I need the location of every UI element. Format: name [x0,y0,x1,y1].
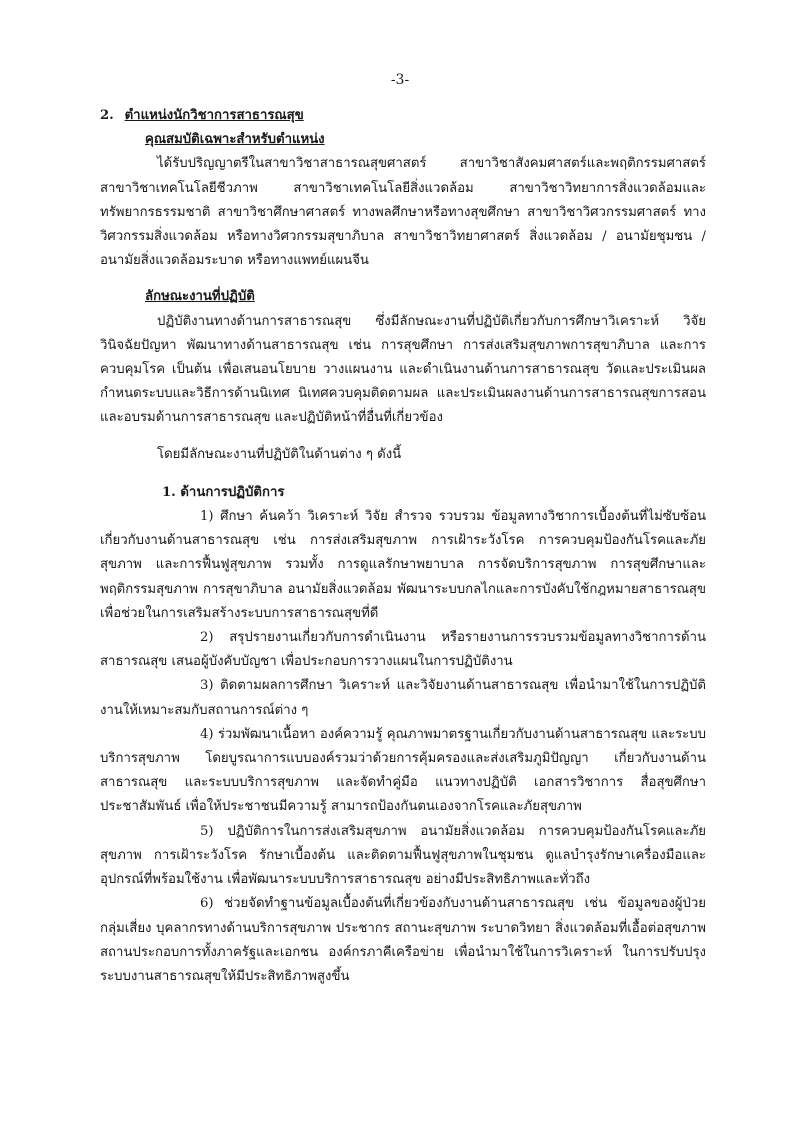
operations-item-6: 6) ช่วยจัดทำฐานข้อมูลเบื้องต้นที่เกี่ยวข้องกับงานด้านสาธารณสุข เช่น ข้อมูลของผู้ป่วยกลุ่มเสี่ยง บุคลากรทางด้านบริการสุขภาพ ประชากร สถานะสุขภาพ ระบาดวิทยา สิ่งแวดล้อมที่เอื้อต่อสุขภาพ สถานประกอบการทั้งภาครัฐและเอกชน องค์กรภาคีเครือข่าย เพื่อนำมาใช้ในการวิเคราะห์ ในการปรับปรุงระบบงานสาธารณสุขให้มีประสิทธิภาพสูงขึ้น [100,896,706,984]
operations-item-5: 5) ปฏิบัติการในการส่งเสริมสุขภาพ อนามัยสิ่งแวดล้อม การควบคุมป้องกันโรคและภัยสุขภาพ การเฝ้าระวังโรค รักษาเบื้องต้น และติดตามฟื้นฟูสุขภาพในชุมชน ดูแลบำรุงรักษาเครื่องมือและอุปกรณ์ที่พร้อมใช้งาน เพื่อพัฒนาระบบบริการสาธารณสุข อย่างมีประสิทธิภาพและทั่วถึง [100,823,706,888]
job-areas-intro: โดยมีลักษณะงานที่ปฏิบัติในด้านต่าง ๆ ดังนี้ [157,446,402,462]
page-content [100,104,706,989]
job-description-paragraph: ปฏิบัติงานทางด้านการสาธารณสุข ซึ่งมีลักษณะงานที่ปฏิบัติเกี่ยวกับการศึกษาวิเคราะห์ วิจัย วินิจฉัยปัญหา พัฒนาทางด้านสาธารณสุข เช่น การสุขศึกษา การส่งเสริมสุขภาพการสุขาภิบาล และการควบคุมโรค เป็นต้น เพื่อเสนอนโยบาย วางแผนงาน และดำเนินงานด้านการสาธารณสุข วัดและประเมินผล กำหนดระบบและวิธีการด้านนิเทศ นิเทศควบคุมติดตามผล และประเมินผลงานด้านการสาธารณสุขการสอนและอบรมด้านการสาธารณสุข และปฏิบัติหน้าที่อื่นที่เกี่ยวข้อง [100,313,706,426]
operations-item-3: 3) ติดตามผลการศึกษา วิเคราะห์ และวิจัยงานด้านสาธารณสุข เพื่อนำมาใช้ในการปฏิบัติงานให้เหมาะสมกับสถานการณ์ต่าง ๆ [100,678,706,718]
operations-item-4: 4) ร่วมพัฒนาเนื้อหา องค์ความรู้ คุณภาพมาตรฐานเกี่ยวกับงานด้านสาธารณสุข และระบบบริการสุขภาพ โดยบูรณาการแบบองค์รวมว่าด้วยการคุ้มครองและส่งเสริมภูมิปัญญา เกี่ยวกับงานด้านสาธารณสุข และระบบบริการสุขภาพ และจัดทำคู่มือ แนวทางปฏิบัติ เอกสารวิชาการ สื่อสุขศึกษาประชาสัมพันธ์ เพื่อให้ประชาชนมีความรู้ สามารถป้องกันตนเองจากโรคและภัยสุขภาพ [100,726,706,815]
section-title: ตำแหน่งนักวิชาการสาธารณสุข [124,108,304,123]
operations-item-1: 1) ศึกษา ค้นคว้า วิเคราะห์ วิจัย สำรวจ รวบรวม ข้อมูลทางวิชาการเบื้องต้นที่ไม่ซับซ้อนเกี่ยวกับงานด้านสาธารณสุข เช่น การส่งเสริมสุขภาพ การเฝ้าระวังโรค การควบคุมป้องกันโรคและภัยสุขภาพ และการฟื้นฟูสุขภาพ รวมทั้ง การดูแลรักษาพยาบาล การจัดบริการสุขภาพ การสุขศึกษาและพฤติกรรมสุขภาพ การสุขาภิบาล อนามัยสิ่งแวดล้อม พัฒนาระบบกลไกและการบังคับใช้กฎหมายสาธารณสุข เพื่อช่วยในการเสริมสร้างระบบการสาธารณสุขที่ดี [100,509,706,621]
qualification-heading: คุณสมบัติเฉพาะสำหรับตำแหน่ง [145,132,325,148]
page-number: -3- [390,72,410,88]
operations-heading: 1. ด้านการปฏิบัติการ [162,484,285,500]
section-number: 2. [100,108,114,123]
qualification-paragraph: ได้รับปริญญาตรีในสาขาวิชาสาธารณสุขศาสตร์ สาขาวิชาสังคมศาสตร์และพฤติกรรมศาสตร์ สาขาวิชาเทคโนโลยีชีวภาพ สาขาวิชาเทคโนโลยีสิ่งแวดล้อม สาขาวิชาวิทยาการสิ่งแวดล้อมและทรัพยากรธรรมชาติ สาขาวิชาศึกษาศาสตร์ ทางพลศึกษาหรือทางสุขศึกษา สาขาวิชาวิศวกรรมศาสตร์ ทางวิศวกรรมสิ่งแวดล้อม หรือทางวิศวกรรมสุขาภิบาล สาขาวิชาวิทยาศาสตร์ สิ่งแวดล้อม / อนามัยชุมชน / อนามัยสิ่งแวดล้อมระบาด หรือทางแพทย์แผนจีน [100,156,706,269]
job-description-heading: ลักษณะงานที่ปฏิบัติ [145,289,255,305]
section-heading [100,104,706,128]
operations-item-2: 2) สรุปรายงานเกี่ยวกับการดำเนินงาน หรือรายงานการรวบรวมข้อมูลทางวิชาการด้านสาธารณสุข เสนอผู้บังคับบัญชา เพื่อประกอบการวางแผนในการปฏิบัติงาน [100,630,706,670]
